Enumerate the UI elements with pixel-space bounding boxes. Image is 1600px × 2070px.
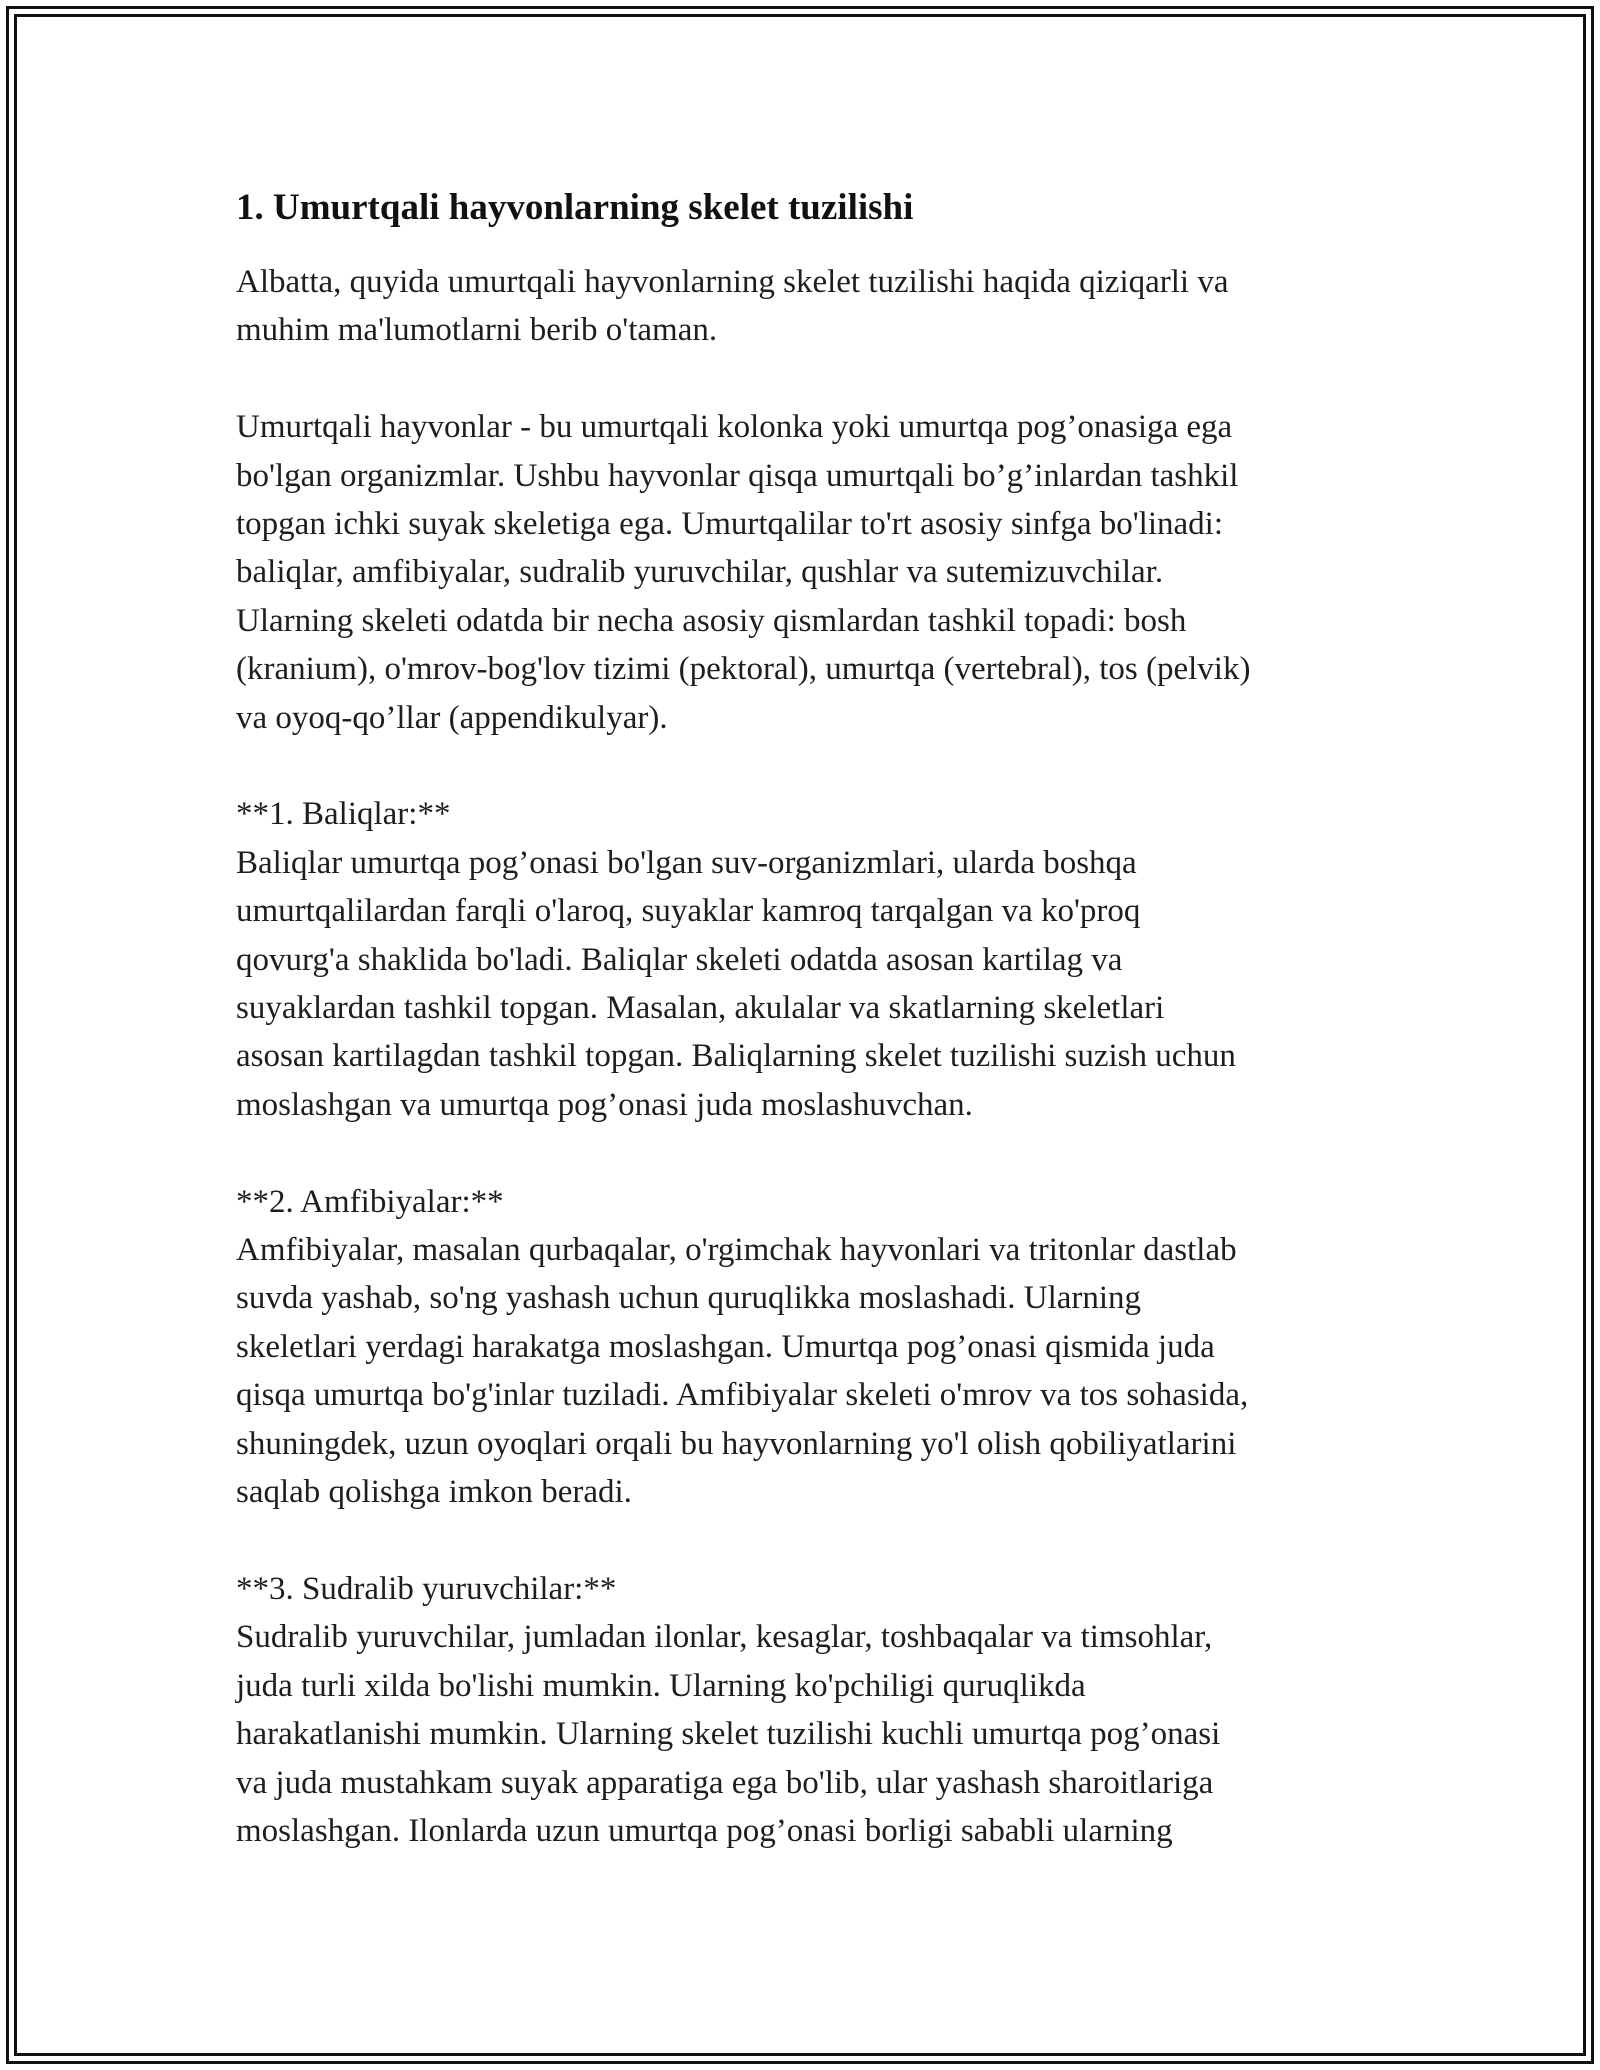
document-title: 1. Umurtqali hayvonlarning skelet tuzilishi <box>236 187 914 228</box>
section-heading-fish: **1. Baliqlar:** <box>236 796 451 833</box>
paragraph-gap <box>236 355 1376 403</box>
paragraph-gap <box>236 742 1376 790</box>
intro-paragraph: Albatta, quyida umurtqali hayvonlarning skelet tuzilishi haqida qiziqarli va muhim ma'lumotlarni berib o'taman. <box>236 264 1229 349</box>
section-body-reptiles: Sudralib yuruvchilar, jumladan ilonlar, kesaglar, toshbaqalar va timsohlar, juda turli xilda bo'lishi mumkin. Ularning ko'pchiligi quruqlikda harakatlanishi mumkin. Ularning skelet tuzilishi kuchli umurtqa pog’onasi va juda mustahkam suyak apparatiga ega bo'lib, ular yashash sharoitlariga moslashgan. Ilonlarda uzun umurtqa pog’onasi borligi sababli ularning <box>236 1619 1221 1849</box>
section-heading-amphibians: **2. Amfibiyalar:** <box>236 1183 504 1220</box>
section-heading-reptiles: **3. Sudralib yuruvchilar:** <box>236 1570 617 1607</box>
paragraph-gap <box>236 1517 1376 1565</box>
section-body-amphibians: Amfibiyalar, masalan qurbaqalar, o'rgimchak hayvonlari va tritonlar dastlab suvda yashab, so'ng yashash uchun quruqlikka moslashadi. Ularning skeletlari yerdagi harakatga moslashgan. Umurtqa pog’onasi qismida juda qisqa umurtqa bo'g'inlar tuziladi. Amfibiyalar skeleti o'mrov va tos sohasida, shuningdek, uzun oyoqlari orqali bu hayvonlarning yo'l olish qobiliyatlarini saqlab qolishga imkon beradi. <box>236 1232 1249 1511</box>
section-body-fish: Baliqlar umurtqa pog’onasi bo'lgan suv-organizmlari, ularda boshqa umurtqalilardan farqli o'laroq, suyaklar kamroq tarqalgan va ko'proq qovurg'a shaklida bo'ladi. Baliqlar skeleti odatda asosan kartilag va suyaklardan tashkil topgan. Masalan, akulalar va skatlarning skeletlari asosan kartilagdan tashkil topgan. Baliqlarning skelet tuzilishi suzish uchun moslashgan va umurtqa pog’onasi juda moslashuvchan. <box>236 844 1236 1123</box>
paragraph-gap <box>236 1129 1376 1177</box>
overview-paragraph: Umurtqali hayvonlar - bu umurtqali kolonka yoki umurtqa pog’onasiga ega bo'lgan organizmlar. Ushbu hayvonlar qisqa umurtqali bo’g’inlardan tashkil topgan ichki suyak skeletiga ega. Umurtqalilar to'rt asosiy sinfga bo'linadi: baliqlar, amfibiyalar, sudralib yuruvchilar, qushlar va sutemizuvchilar. Ularning skeleti odatda bir necha asosiy qismlardan tashkil topadi: bosh (kranium), o'mrov-bog'lov tizimi (pektoral), umurtqa (vertebral), tos (pelvik) va oyoq-qo’llar (appendikulyar). <box>236 409 1251 736</box>
document-content <box>236 184 1376 1855</box>
